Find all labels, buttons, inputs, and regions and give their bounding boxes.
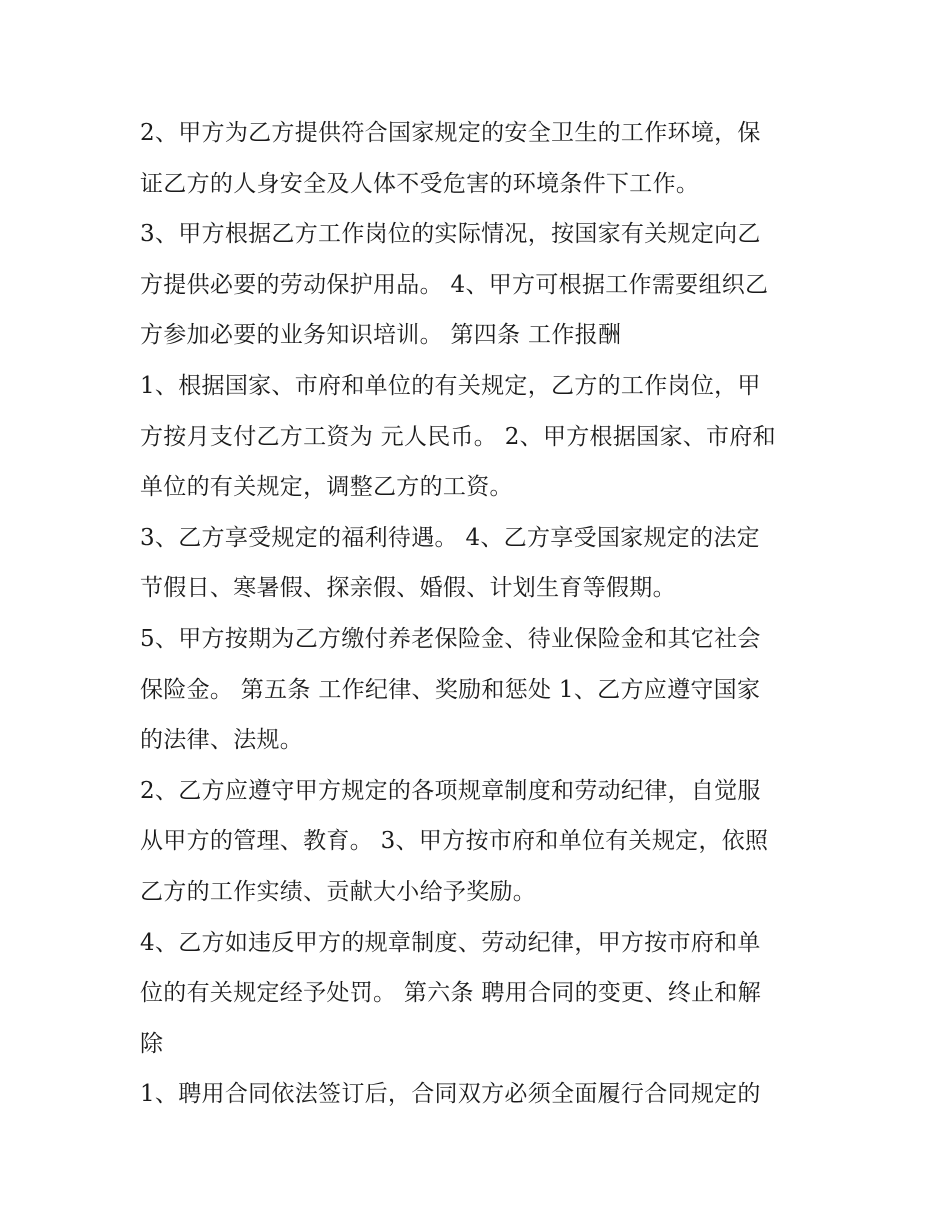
text-line: 4、乙方如违反甲方的规章制度、劳动纪律，甲方按市府和单	[140, 929, 761, 956]
text-line: 3、乙方享受规定的福利待遇。 4、乙方享受国家规定的法定	[140, 524, 760, 551]
contract-body-text	[140, 108, 820, 1120]
text-line: 单位的有关规定，调整乙方的工资。	[140, 474, 513, 501]
text-line: 除	[140, 1030, 164, 1057]
text-line: 从甲方的管理、教育。 3、甲方按市府和单位有关规定，依照	[140, 828, 769, 855]
text-line: 1、根据国家、市府和单位的有关规定，乙方的工作岗位，甲	[140, 372, 761, 399]
text-line: 方按月支付乙方工资为 元人民币。 2、甲方根据国家、市府和	[140, 423, 776, 450]
text-line: 5、甲方按期为乙方缴付养老保险金、待业保险金和其它社会	[140, 625, 761, 652]
text-line: 保险金。 第五条 工作纪律、奖励和惩处 1、乙方应遵守国家	[140, 676, 761, 703]
text-line: 方提供必要的劳动保护用品。 4、甲方可根据工作需要组织乙	[140, 271, 769, 298]
text-line: 位的有关规定经予处罚。 第六条 聘用合同的变更、终止和解	[140, 980, 762, 1007]
text-line: 乙方的工作实绩、贡献大小给予奖励。	[140, 878, 537, 905]
text-line: 方参加必要的业务知识培训。 第四条 工作报酬	[140, 322, 622, 349]
text-line: 的法律、法规。	[140, 727, 304, 754]
text-line: 2、乙方应遵守甲方规定的各项规章制度和劳动纪律，自觉服	[140, 777, 761, 804]
text-line: 3、甲方根据乙方工作岗位的实际情况，按国家有关规定向乙	[140, 221, 761, 248]
text-line: 2、甲方为乙方提供符合国家规定的安全卫生的工作环境，保	[140, 120, 761, 146]
text-line: 节假日、寒暑假、探亲假、婚假、计划生育等假期。	[140, 575, 676, 602]
text-line: 1、聘用合同依法签订后，合同双方必须全面履行合同规定的	[140, 1081, 761, 1108]
text-line: 证乙方的人身安全及人体不受危害的环境条件下工作。	[140, 170, 700, 197]
